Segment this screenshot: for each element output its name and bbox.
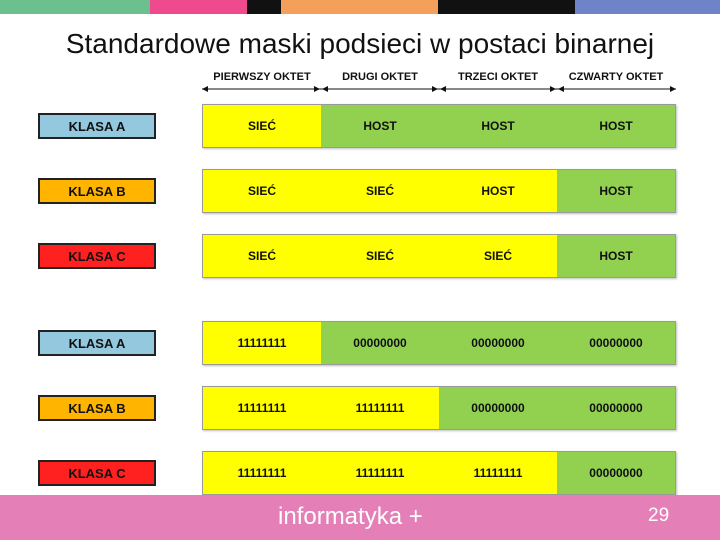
octet-row	[202, 386, 676, 430]
octet-header-4: CZWARTY OKTET	[568, 71, 664, 83]
octet-cell: HOST	[321, 105, 439, 147]
top-color-bar	[0, 0, 720, 14]
klasa-label: KLASA C	[38, 460, 156, 486]
octet-cell: SIEĆ	[439, 235, 557, 277]
octet-cell: 00000000	[557, 387, 675, 429]
klasa-label: KLASA A	[38, 330, 156, 356]
octet-header-2: DRUGI OKTET	[342, 71, 418, 83]
octet-cell: HOST	[557, 235, 675, 277]
octet-cell: SIEĆ	[203, 235, 321, 277]
octet-cell: 11111111	[321, 387, 439, 429]
top-bar-segment	[575, 0, 720, 14]
octet-cell: 11111111	[203, 322, 321, 364]
octet-row	[202, 234, 676, 278]
top-bar-segment	[281, 0, 438, 14]
brand-logo-text: informatyka +	[278, 503, 423, 530]
octet-cell: 00000000	[439, 322, 557, 364]
octet-cell: 00000000	[557, 322, 675, 364]
octet-cell: HOST	[557, 105, 675, 147]
top-bar-segment	[0, 0, 150, 14]
octet-cell: SIEĆ	[321, 170, 439, 212]
octet-row	[202, 169, 676, 213]
octet-cell: SIEĆ	[203, 105, 321, 147]
octet-arrows	[202, 86, 676, 92]
octet-cell: SIEĆ	[203, 170, 321, 212]
slide-title: Standardowe maski podsieci w postaci binarnej	[65, 28, 655, 59]
top-bar-segment	[438, 0, 575, 14]
top-bar-segment	[150, 0, 247, 14]
klasa-label: KLASA A	[38, 113, 156, 139]
octet-cell: HOST	[439, 105, 557, 147]
octet-cell: HOST	[557, 170, 675, 212]
octet-cell: 11111111	[321, 452, 439, 494]
klasa-label: KLASA B	[38, 395, 156, 421]
octet-cell: 11111111	[203, 387, 321, 429]
octet-cell: 00000000	[321, 322, 439, 364]
top-bar-segment	[247, 0, 281, 14]
octet-cell: HOST	[439, 170, 557, 212]
octet-header-1: PIERWSZY OKTET	[213, 71, 311, 83]
octet-header-3: TRZECI OKTET	[457, 71, 539, 83]
klasa-label: KLASA C	[38, 243, 156, 269]
octet-row	[202, 451, 676, 495]
octet-row	[202, 104, 676, 148]
octet-cell: 00000000	[439, 387, 557, 429]
octet-cell: 11111111	[439, 452, 557, 494]
octet-row	[202, 321, 676, 365]
klasa-label: KLASA B	[38, 178, 156, 204]
page-number: 29	[648, 505, 670, 526]
octet-cell: 11111111	[203, 452, 321, 494]
octet-cell: 00000000	[557, 452, 675, 494]
octet-cell: SIEĆ	[321, 235, 439, 277]
